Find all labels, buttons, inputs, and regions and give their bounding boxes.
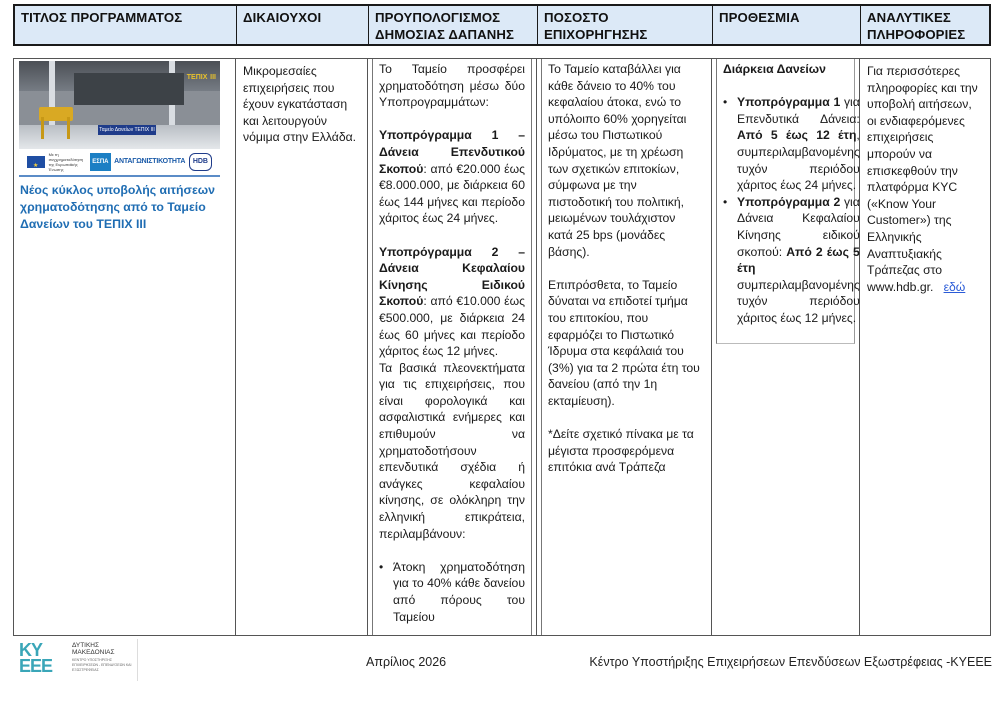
kyeee-logo	[16, 639, 138, 681]
header-program-title: ΤΙΤΛΟΣ ΠΡΟΓΡΑΜΜΑΤΟΣ	[15, 6, 237, 44]
subsidy-paragraph-2: Επιπρόσθετα, το Ταμείο δύναται να επιδοτεί τμήμα του επιτοκίου, που εφαρμόζει το Πιστωτικό Ίδρυμα στα κεφάλαιά του (3%) για τα 2 πρώτα έτη του δανείου (από την 1η εκταμίευση).	[548, 277, 700, 408]
espa-logo: ΕΣΠΑ	[90, 153, 110, 172]
header-deadline: ΠΡΟΘΕΣΜΙΑ	[713, 6, 861, 44]
eu-flag-icon	[27, 156, 45, 168]
banner-tag: Ταμείο Δανείων ΤΕΠΙΧ ΙΙΙ	[99, 127, 155, 133]
header-beneficiaries: ΔΙΚΑΙΟΥΧΟΙ	[237, 6, 369, 44]
cell-beneficiaries	[236, 59, 368, 635]
bullet-icon: •	[723, 95, 728, 110]
cell-details	[860, 59, 990, 635]
antagonistikotita-logo: ΑΝΤΑΓΩΝΙΣΤΙΚΟΤΗΤΑ	[114, 157, 186, 165]
program-title: Νέος κύκλος υποβολής αιτήσεων χρηματοδότησης από το Ταμείο Δανείων του ΤΕΠΙΧ ΙΙΙ	[20, 183, 216, 231]
header-budget: ΠΡΟΥΠΟΛΟΓΙΣΜΟΣ ΔΗΜΟΣΙΑΣ ΔΑΠΑΝΗΣ	[369, 6, 538, 44]
kyeee-region: ΔΥΤΙΚΗΣ ΜΑΚΕΔΟΝΙΑΣ	[72, 642, 115, 656]
cell-subsidy-rate	[537, 59, 712, 635]
tepix-logo: ΤΕΠΙΧ III	[186, 74, 216, 81]
list-item: • Άτοκη χρηματοδότηση για το 40% κάθε δανείου από πόρους του Ταμείου	[379, 559, 525, 624]
budget-advantages: Τα βασικά πλεονεκτήματα για τις επιχειρήσεις, που είναι φορολογικά και ασφαλιστικά ενήμερες και επιθυμούν να χρηματοδοτήσουν επενδυτικά σχέδια ή ανάγκες κεφαλαίου κίνησης, σε ολόκληρη την ελληνική επικράτεια, περιλαμβάνουν:	[379, 360, 525, 541]
cell-program	[14, 59, 236, 635]
budget-intro: Το Ταμείο προσφέρει χρηματοδότηση μέσω δύο Υποπρογραμμάτων:	[379, 62, 525, 110]
subsidy-paragraph-1: Το Ταμείο καταβάλλει για κάθε δάνειο το 40% του κεφαλαίου άτοκα, ενώ το υπόλοιπο 60% χορηγείται μέσω του Πιστωτικού Ιδρύματος, με τη χρέωση των σχετικών επιτοκίων, σύμφωνα με την πιστοδοτική του πολιτική, μειωμένων τουλάχιστον κατά 25 bps (μονάδες βάσης).	[548, 62, 687, 259]
cell-deadline	[712, 59, 860, 635]
list-item: • Υποπρόγραμμα 2 για Δάνεια Κεφαλαίου Κίνησης ειδικού σκοπού: Από 2 έως 5 έτη συμπεριλαμβανομένης τυχόν περιόδου χάριτος έως 12 μήνες.	[723, 194, 860, 325]
footer-date: Απρίλιος 2026	[366, 655, 447, 669]
details-text: Για περισσότερες πληροφορίες και την υποβολή αιτήσεων, οι ενδιαφερόμενες επιχειρήσεις μπορούν να επισκεφθούν την πλατφόρμα KYC («Know Your Customer») της Ελληνικής Αναπτυξιακής Τράπεζας στο www.hdb.gr.	[867, 64, 978, 294]
kyeee-subtitle: ΚΕΝΤΡΟ ΥΠΟΣΤΗΡΙΞΗΣ ΕΠΙΧΕΙΡΗΣΕΩΝ - ΕΠΕΝΔΥΣΕΩΝ ΚΑΙ ΕΞΩΣΤΡΕΦΕΙΑΣ	[72, 658, 132, 672]
bullet-icon: •	[723, 194, 728, 209]
header-subsidy-rate: ΠΟΣΟΣΤΟ ΕΠΙΧΟΡΗΓΗΣΗΣ	[538, 6, 713, 44]
cell-budget	[368, 59, 537, 635]
beneficiaries-text: Μικρομεσαίες επιχειρήσεις που έχουν εγκατάσταση και λειτουργούν νόμιμα στην Ελλάδα.	[243, 64, 357, 145]
hdb-logo: HDB	[189, 153, 212, 172]
budget-subprogram-1: Υποπρόγραμμα 1 – Δάνεια Επενδυτικού Σκοπού: από €20.000 έως €8.000.000, με διάρκεια 60 έως 144 μήνες και περίοδο χάριτος έως 24 μήνες.	[379, 128, 525, 226]
budget-subprogram-2: Υποπρόγραμμα 2 – Δάνεια Κεφαλαίου Κίνησης Ειδικού Σκοπού: από €10.000 έως €500.000, με διάρκεια 24 έως 60 μήνες και περίοδο χάριτος έως 12 μήνες.	[379, 244, 525, 359]
header-details: ΑΝΑΛΥΤΙΚΕΣ ΠΛΗΡΟΦΟΡΙΕΣ	[867, 10, 966, 42]
details-link[interactable]: εδώ	[943, 279, 966, 294]
footer-organization: Κέντρο Υποστήριξης Επιχειρήσεων Επενδύσεων Εξωστρέφειας -ΚΥΕΕΕ	[589, 655, 992, 669]
eu-cofunding-text: Με τη συγχρηματοδότηση της Ευρωπαϊκής Ένωσης	[48, 152, 84, 172]
deadline-heading: Διάρκεια Δανείων	[723, 62, 826, 76]
program-banner-image	[19, 61, 220, 149]
table-header-row	[13, 4, 991, 46]
kyeee-logo-mark: KY EEE	[19, 640, 53, 676]
bullet-icon: •	[379, 559, 384, 574]
subsidy-note: *Δείτε σχετικό πίνακα με τα μέγιστα προσφερόμενα επιτόκια ανά Τράπεζα	[548, 427, 694, 475]
sponsor-logos	[19, 149, 220, 177]
table-row	[13, 58, 991, 636]
list-item: • Υποπρόγραμμα 1 για Επενδυτικά Δάνεια: Από 5 έως 12 έτη, συμπεριλαμβανομένης τυχόν περιόδου χάριτος έως 24 μήνες.	[723, 95, 860, 193]
